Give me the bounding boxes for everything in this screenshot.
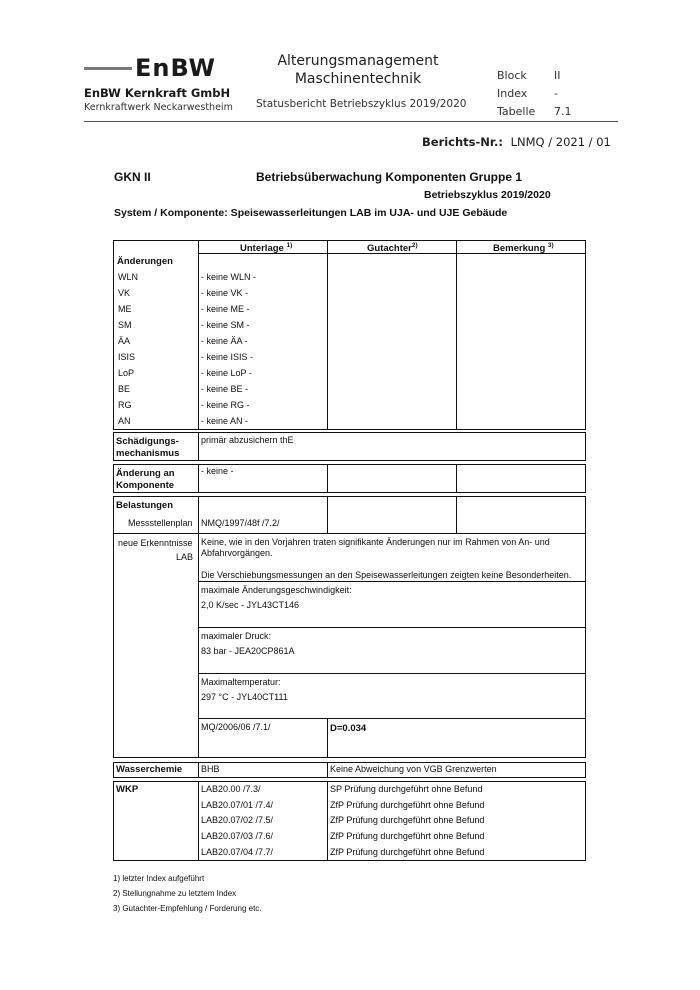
aenderung-value: - keine VK -: [201, 288, 249, 298]
messstellenplan-label: Messstellenplan: [128, 518, 193, 528]
col-unterlage-sup: 1): [286, 242, 293, 249]
company-name: EnBW Kernkraft GmbH: [84, 86, 231, 100]
aenderung-value: - keine LoP -: [201, 368, 252, 378]
header-rule: [84, 121, 618, 122]
aenderung-code: ÄA: [118, 336, 131, 346]
plant-id: GKN II: [114, 170, 151, 184]
col-divider: [327, 464, 328, 493]
d-value: D=0.034: [330, 723, 367, 734]
company-logo: EnBW: [135, 54, 216, 82]
col-unterlage: [240, 242, 292, 254]
aenderung-value: - keine ISIS -: [201, 352, 254, 362]
col-gutachter: [367, 242, 418, 254]
meta-table-value: 7.1: [554, 105, 572, 118]
row-divider: [198, 627, 586, 628]
schaedigung-block: [113, 432, 586, 461]
erkenntnisse-text-3: Die Verschiebungsmessungen an den Speisewasserleitungen zeigten keine Besonderheiten.: [201, 570, 572, 580]
row-divider: [198, 718, 586, 719]
aenderung-komp-value: - keine -: [201, 466, 234, 476]
row-divider: [198, 581, 586, 582]
header-title: [258, 53, 458, 87]
logo-line: [84, 67, 132, 70]
report-number: [422, 135, 611, 149]
col-divider: [327, 718, 328, 758]
aenderung-code: VK: [118, 288, 131, 298]
footnote: 1) letzter Index aufgeführt: [113, 874, 205, 883]
col-bemerkung-label: Bemerkung: [493, 243, 546, 255]
aenderung-value: - keine BE -: [201, 384, 249, 394]
wkp-result: ZfP Prüfung durchgeführt ohne Befund: [330, 831, 485, 841]
aenderung-value: - keine ÄA -: [201, 336, 248, 346]
aenderung-code: WLN: [118, 272, 138, 282]
wkp-ref: LAB20.07/04 /7.7/: [201, 847, 274, 857]
wasserchemie-comment: Keine Abweichung von VGB Grenzwerten: [330, 764, 497, 774]
aenderung-code: SM: [118, 320, 132, 330]
wkp-ref: LAB20.07/03 /7.6/: [201, 831, 274, 841]
aenderung-value: - keine ME -: [201, 304, 250, 314]
wkp-result: ZfP Prüfung durchgeführt ohne Befund: [330, 800, 485, 810]
meta-block-value: II: [554, 69, 561, 82]
report-number-label: Berichts-Nr.:: [422, 135, 503, 149]
aenderung-value: - keine AN -: [201, 416, 249, 426]
plant-name: Kernkraftwerk Neckarwestheim: [84, 102, 233, 113]
row-divider: [198, 673, 586, 674]
col-unterlage-label: Unterlage: [240, 243, 284, 255]
col-divider: [327, 762, 328, 778]
col-bemerkung: [493, 242, 554, 254]
wkp-result: SP Prüfung durchgeführt ohne Befund: [330, 784, 483, 794]
col-divider: [456, 496, 457, 533]
col-gutachter-sup: 2): [411, 242, 418, 249]
erkenntnisse-text-1: Keine, wie in den Vorjahren traten signifikante Änderungen nur im Rahmen von An- und: [201, 537, 550, 547]
aenderung-value: - keine RG -: [201, 400, 250, 410]
col-divider: [198, 240, 199, 430]
erkenntnisse-label-1: neue Erkenntnisse: [118, 538, 193, 548]
wkp-result: ZfP Prüfung durchgeführt ohne Befund: [330, 815, 485, 825]
col-divider: [327, 240, 328, 430]
wkp-ref: LAB20.07/02 /7.5/: [201, 815, 274, 825]
meta-block-label: Block: [497, 69, 527, 82]
meta-index-label: Index: [497, 87, 528, 100]
header-subtitle: Statusbericht Betriebszyklus 2019/2020: [256, 98, 467, 110]
druck-label: maximaler Druck:: [201, 631, 272, 641]
mq-reference: MQ/2006/06 /7.1/: [201, 722, 271, 732]
col-bemerkung-sup: 3): [547, 242, 554, 249]
footnote: 3) Gutachter-Empfehlung / Forderung etc.: [113, 904, 262, 913]
col-divider: [456, 464, 457, 493]
aenderung-komponente-block: [113, 464, 586, 493]
doc-title: Betriebsüberwachung Komponenten Gruppe 1: [256, 170, 523, 184]
aenderung-code: RG: [118, 400, 132, 410]
aenderungsgeschw-value: 2,0 K/sec - JYL43CT146: [201, 600, 300, 610]
aenderung-komp-label-2: Komponente: [116, 480, 175, 491]
doc-cycle: Betriebszyklus 2019/2020: [424, 189, 551, 201]
col-divider: [198, 432, 199, 461]
col-gutachter-label: Gutachter: [367, 243, 412, 255]
aenderung-code: ME: [118, 304, 132, 314]
aenderung-value: - keine WLN -: [201, 272, 257, 282]
doc-system: System / Komponente: Speisewasserleitungen LAB im UJA- und UJE Gebäude: [114, 207, 508, 219]
aenderungen-label: Änderungen: [117, 256, 173, 267]
aenderungen-block: [113, 240, 586, 430]
temp-label: Maximaltemperatur:: [201, 677, 281, 687]
col-divider: [456, 240, 457, 430]
wkp-label: WKP: [116, 784, 139, 795]
header-title-line2: Maschinentechnik: [294, 71, 422, 87]
col-divider: [327, 781, 328, 861]
belastungen-label: Belastungen: [116, 500, 174, 511]
report-number-value: LNMQ / 2021 / 01: [510, 135, 611, 149]
col-divider: [198, 781, 199, 861]
wkp-ref: LAB20.00 /7.3/: [201, 784, 261, 794]
wasserchemie-value: BHB: [201, 764, 220, 774]
wasserchemie-label: Wasserchemie: [116, 764, 183, 775]
aenderung-value: - keine SM -: [201, 320, 250, 330]
temp-value: 297 °C - JYL40CT111: [201, 692, 288, 702]
header-title-line1: Alterungsmanagement: [277, 53, 439, 69]
col-divider: [327, 496, 328, 533]
aenderung-code: LoP: [118, 368, 135, 378]
footnote: 2) Stellungnahme zu letztem Index: [113, 889, 237, 898]
col-divider: [198, 464, 199, 493]
erkenntnisse-label-2: LAB: [176, 552, 194, 562]
messstellenplan-value: NMQ/1997/48f /7.2/: [201, 518, 280, 528]
aenderungsgeschw-label: maximale Änderungsgeschwindigkeit:: [201, 585, 352, 595]
wkp-ref: LAB20.07/01 /7.4/: [201, 800, 274, 810]
aenderung-code: AN: [118, 416, 131, 426]
row-divider: [113, 533, 586, 534]
druck-value: 83 bar - JEA20CP861A: [201, 646, 295, 656]
aenderung-code: ISIS: [118, 352, 136, 362]
schaedigung-label-2: mechanismus: [116, 448, 180, 459]
schaedigung-label-1: Schädigungs-: [116, 436, 179, 447]
meta-table-label: Tabelle: [497, 105, 536, 118]
schaedigung-value: primär abzusichern thE: [201, 435, 294, 445]
erkenntnisse-text-2: Abfahrvorgängen.: [201, 548, 273, 558]
aenderung-komp-label-1: Änderung an: [116, 468, 175, 479]
meta-index-value: -: [554, 87, 558, 100]
wkp-result: ZfP Prüfung durchgeführt ohne Befund: [330, 847, 485, 857]
col-divider: [198, 762, 199, 778]
aenderung-code: BE: [118, 384, 131, 394]
